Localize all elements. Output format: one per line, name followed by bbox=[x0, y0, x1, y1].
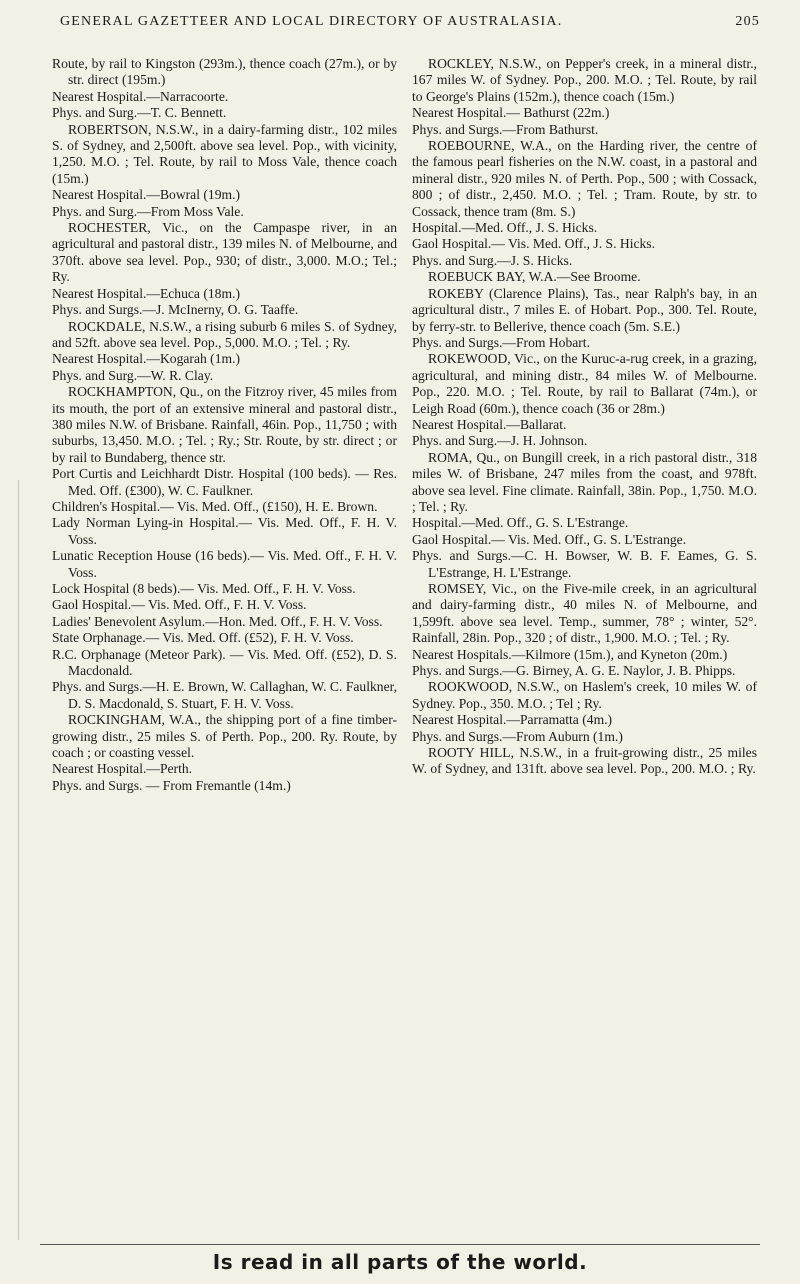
gazetteer-entry: ROKEWOOD, Vic., on the Kuruc-a-rug creek, in a grazing, agricultural, and mining distr., 84 miles W. of Melbourne. Pop., 220. M.O. ; Tel. Route, by rail to Ballarat (74m.), or Leigh Road (60m.), thence coach (36 or 28m.) bbox=[412, 351, 757, 416]
gazetteer-entry: Phys. and Surgs. — From Fremantle (14m.) bbox=[52, 777, 291, 793]
gazetteer-entry: Nearest Hospital.—Kogarah (1m.) bbox=[52, 351, 240, 367]
left-column bbox=[52, 56, 397, 794]
gazetteer-entry: Children's Hospital.— Vis. Med. Off., (£150), H. E. Brown. bbox=[52, 498, 378, 514]
gazetteer-entry: ROCHESTER, Vic., on the Campaspe river, in an agricultural and pastoral distr., 139 miles N. of Melbourne, and 370ft. above sea level. Pop., 930; of distr., 3,000. M.O.; Tel.; Ry. bbox=[52, 220, 397, 285]
gazetteer-entry: Phys. and Surgs.—From Hobart. bbox=[412, 334, 590, 350]
gazetteer-entry: ROCKLEY, N.S.W., on Pepper's creek, in a mineral distr., 167 miles W. of Sydney. Pop., 200. M.O. ; Tel. Route, by rail to George's Plains (152m.), thence coach (15m.) bbox=[412, 56, 757, 104]
right-column bbox=[412, 56, 757, 778]
gazetteer-entry: ROCKDALE, N.S.W., a rising suburb 6 miles S. of Sydney, and 52ft. above sea level. Pop., 5,000. M.O. ; Tel. ; Ry. bbox=[52, 318, 397, 350]
gazetteer-entry: Phys. and Surgs.—G. Birney, A. G. E. Naylor, J. B. Phipps. bbox=[412, 663, 736, 679]
gazetteer-entry: Gaol Hospital.— Vis. Med. Off., J. S. Hicks. bbox=[412, 236, 655, 252]
gazetteer-entry: Ladies' Benevolent Asylum.—Hon. Med. Off., F. H. V. Voss. bbox=[52, 613, 383, 629]
gazetteer-entry: Hospital.—Med. Off., G. S. L'Estrange. bbox=[412, 515, 629, 531]
gazetteer-entry: Phys. and Surg.—W. R. Clay. bbox=[52, 367, 214, 383]
page-number: 205 bbox=[735, 14, 760, 29]
gazetteer-entry: Nearest Hospital.—Echuca (18m.) bbox=[52, 285, 240, 301]
gazetteer-entry: Phys. and Surgs.—J. McInerny, O. G. Taaffe. bbox=[52, 302, 299, 318]
gazetteer-entry: ROOTY HILL, N.S.W., in a fruit-growing distr., 25 miles W. of Sydney, and 131ft. above sea level. Pop., 200. M.O. ; Ry. bbox=[412, 745, 757, 777]
gazetteer-entry: Nearest Hospital.—Bowral (19m.) bbox=[52, 187, 241, 203]
gazetteer-entry: Route, by rail to Kingston (293m.), thence coach (27m.), or by str. direct (195m.) bbox=[52, 56, 397, 88]
gazetteer-entry: ROOKWOOD, N.S.W., on Haslem's creek, 10 miles W. of Sydney. Pop., 350. M.O. ; Tel ; Ry. bbox=[412, 679, 757, 711]
running-head bbox=[60, 14, 760, 30]
footer-slogan: Is read in all parts of the world. bbox=[212, 1250, 588, 1274]
gazetteer-entry: Phys. and Surg.—T. C. Bennett. bbox=[52, 105, 227, 121]
gazetteer-entry: Gaol Hospital.— Vis. Med. Off., F. H. V. Voss. bbox=[52, 597, 307, 613]
gazetteer-entry: Nearest Hospitals.—Kilmore (15m.), and Kyneton (20m.) bbox=[412, 646, 728, 662]
gazetteer-entry: Nearest Hospital.—Parramatta (4m.) bbox=[412, 712, 613, 728]
gazetteer-entry: ROEBOURNE, W.A., on the Harding river, the centre of the famous pearl fisheries on the N.W. coast, in a pastoral and mineral distr., 920 miles N. of Perth. Pop., 500 ; with Cossack, 800 ; of distr., 2,450. M.O. ; Tel. ; Tram. Route, by str. to Cossack, thence tram (8m. S.) bbox=[412, 138, 757, 219]
gazetteer-entry: ROKEBY (Clarence Plains), Tas., near Ralph's bay, in an agricultural distr., 7 miles E. of Hobart. Pop., 300. Tel. Route, by ferry-str. to Bellerive, thence coach (5m. S.E.) bbox=[412, 285, 757, 334]
gazetteer-entry: Phys. and Surgs.—H. E. Brown, W. Callaghan, W. C. Faulkner, D. S. Macdonald, S. Stuart, F. H. V. Voss. bbox=[52, 679, 397, 711]
gazetteer-entry: Gaol Hospital.— Vis. Med. Off., G. S. L'Estrange. bbox=[412, 531, 687, 547]
gazetteer-entry: Nearest Hospital.— Bathurst (22m.) bbox=[412, 105, 610, 121]
running-title: GENERAL GAZETTEER AND LOCAL DIRECTORY OF AUSTRALASIA. bbox=[60, 14, 563, 29]
gazetteer-entry: Nearest Hospital.—Ballarat. bbox=[412, 416, 567, 432]
gazetteer-entry: ROCKHAMPTON, Qu., on the Fitzroy river, 45 miles from its mouth, the port of an extensive mineral and pastoral distr., 380 miles N.W. of Brisbane. Rainfall, 46in. Pop., 11,750 ; with suburbs, 13,450. M.O. ; Tel. ; Ry.; Str. Route, by str. direct ; or by rail to Bundaberg, thence str. bbox=[52, 384, 397, 465]
gazetteer-entry: Port Curtis and Leichhardt Distr. Hospital (100 beds). — Res. Med. Off. (£300), W. C. Faulkner. bbox=[52, 466, 397, 498]
gazetteer-entry: Hospital.—Med. Off., J. S. Hicks. bbox=[412, 220, 598, 236]
gazetteer-entry: Nearest Hospital.—Narracoorte. bbox=[52, 88, 229, 104]
gazetteer-entry: ROMSEY, Vic., on the Five-mile creek, in an agricultural and dairy-farming distr., 40 miles N. of Melbourne, and 1,599ft. above sea level. Temp., summer, 78° ; winter, 52°. Rainfall, 28in. Pop., 320 ; of distr., 1,900. M.O. ; Tel. ; Ry. bbox=[412, 581, 757, 646]
gazetteer-entry: Lady Norman Lying-in Hospital.— Vis. Med. Off., F. H. V. Voss. bbox=[52, 515, 397, 547]
gazetteer-entry: Phys. and Surg.—From Moss Vale. bbox=[52, 203, 244, 219]
gazetteer-entry: ROBERTSON, N.S.W., in a dairy-farming distr., 102 miles S. of Sydney, and 2,500ft. above sea level. Pop., with vicinity, 1,250. M.O. ; Tel. Route, by rail to Moss Vale, thence coach (15m.) bbox=[52, 121, 397, 186]
gazetteer-entry: ROCKINGHAM, W.A., the shipping port of a fine timber-growing distr., 25 miles S. of Perth. Pop., 200. Ry. Route, by coach ; or coasting vessel. bbox=[52, 712, 397, 761]
footer-rule bbox=[40, 1244, 760, 1245]
gazetteer-entry: R.C. Orphanage (Meteor Park). — Vis. Med. Off. (£52), D. S. Macdonald. bbox=[52, 646, 397, 679]
page-edge-shadow bbox=[18, 480, 19, 1240]
gazetteer-entry: Nearest Hospital.—Perth. bbox=[52, 761, 193, 777]
gazetteer-entry: ROEBUCK BAY, W.A.—See Broome. bbox=[428, 269, 641, 285]
gazetteer-entry: Phys. and Surgs.—C. H. Bowser, W. B. F. Eames, G. S. L'Estrange, H. L'Estrange. bbox=[412, 548, 757, 580]
gazetteer-entry: Lunatic Reception House (16 beds).— Vis. Med. Off., F. H. V. Voss. bbox=[52, 548, 397, 580]
gazetteer-entry: State Orphanage.— Vis. Med. Off. (£52), F. H. V. Voss. bbox=[52, 630, 354, 646]
gazetteer-entry: Lock Hospital (8 beds).— Vis. Med. Off., F. H. V. Voss. bbox=[52, 581, 356, 596]
gazetteer-entry: ROMA, Qu., on Bungill creek, in a rich pastoral distr., 318 miles W. of Brisbane, 247 miles from the coast, and 978ft. above sea level. Fine climate. Rainfall, 38in. Pop., 1,750. M.O. ; Tel. ; Ry. bbox=[412, 449, 757, 514]
gazetteer-entry: Phys. and Surg.—J. S. Hicks. bbox=[412, 252, 573, 268]
gazetteer-entry: Phys. and Surgs.—From Auburn (1m.) bbox=[412, 728, 623, 744]
gazetteer-entry: Phys. and Surgs.—From Bathurst. bbox=[412, 121, 599, 137]
gazetteer-entry: Phys. and Surg.—J. H. Johnson. bbox=[412, 433, 588, 449]
